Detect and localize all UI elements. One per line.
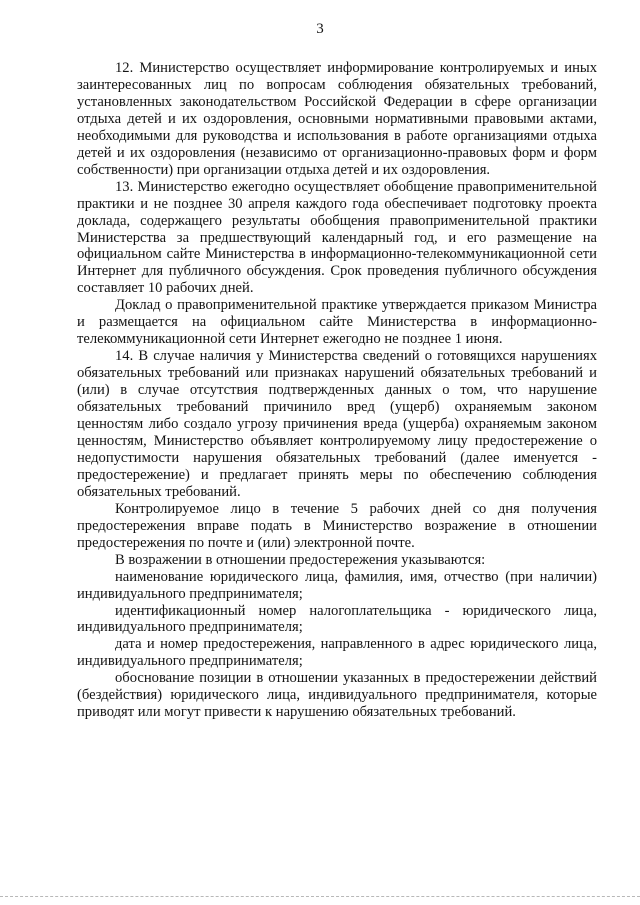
paragraph-13-practice-summary: 13. Министерство ежегодно осуществляет обобщение правоприменительной практики и не позднее 30 апреля каждого года обеспечивает подготовку проекта доклада, содержащего результаты обобщения правоприменительной практики Министерства за предшествующий календарный год, и его размещение на официальном сайте Министерства в информационно-телекоммуникационной сети Интернет для публичного обсуждения. Срок проведения публичного обсуждения составляет 10 рабочих дней. (77, 178, 597, 297)
paragraph-objection-deadline: Контролируемое лицо в течение 5 рабочих дней со дня получения предостережения вправе подать в Министерство возражение в отношении предостережения по почте и (или) электронной почте. (77, 500, 597, 551)
paragraph-objection-item-date-number: дата и номер предостережения, направленного в адрес юридического лица, индивидуального предпринимателя; (77, 636, 597, 670)
paragraph-12-informing: 12. Министерство осуществляет информирование контролируемых и иных заинтересованных лиц по вопросам соблюдения обязательных требований, установленных законодательством Российской Федерации в сфере организации отдыха детей и их оздоровления, основными нормативными правовыми актами, необходимыми для руководства и использования в работе организациями отдыха детей и их оздоровления (независимо от организационно-правовых форм и форм собственности) при организации отдыха детей и их оздоровления. (77, 60, 597, 178)
page-bottom-edge (0, 896, 640, 898)
paragraph-objection-contents-intro: В возражении в отношении предостережения указываются: (115, 551, 486, 568)
paragraph-objection-item-justification: обоснование позиции в отношении указанных в предостережении действий (бездействия) юридического лица, индивидуального предпринимателя, которые приводят или могут привести к нарушению обязательных требований. (77, 670, 597, 721)
paragraph-objection-item-inn: идентификационный номер налогоплательщика - юридического лица, индивидуального предпринимателя; (77, 602, 597, 636)
paragraph-14-warning: 14. В случае наличия у Министерства сведений о готовящихся нарушениях обязательных требований или признаках нарушений обязательных требований и (или) в случае отсутствия подтвержденных данных о том, что нарушение обязательных требований причинило вред (ущерб) охраняемым законом ценностям либо создало угрозу причинения вреда (ущерба) охраняемым законом ценностям, Министерство объявляет контролируемому лицу предостережение о недопустимости нарушения обязательных требований (далее именуется - предостережение) и предлагает принять меры по обеспечению соблюдения обязательных требований. (77, 348, 597, 500)
page-number: 3 (316, 21, 324, 37)
document-body (77, 60, 597, 721)
paragraph-objection-item-name: наименование юридического лица, фамилия, имя, отчество (при наличии) индивидуального предпринимателя; (77, 568, 597, 602)
paragraph-report-approval: Доклад о правоприменительной практике утверждается приказом Министра и размещается на официальном сайте Министерства в информационно-телекоммуникационной сети Интернет ежегодно не позднее 1 июня. (77, 297, 597, 348)
